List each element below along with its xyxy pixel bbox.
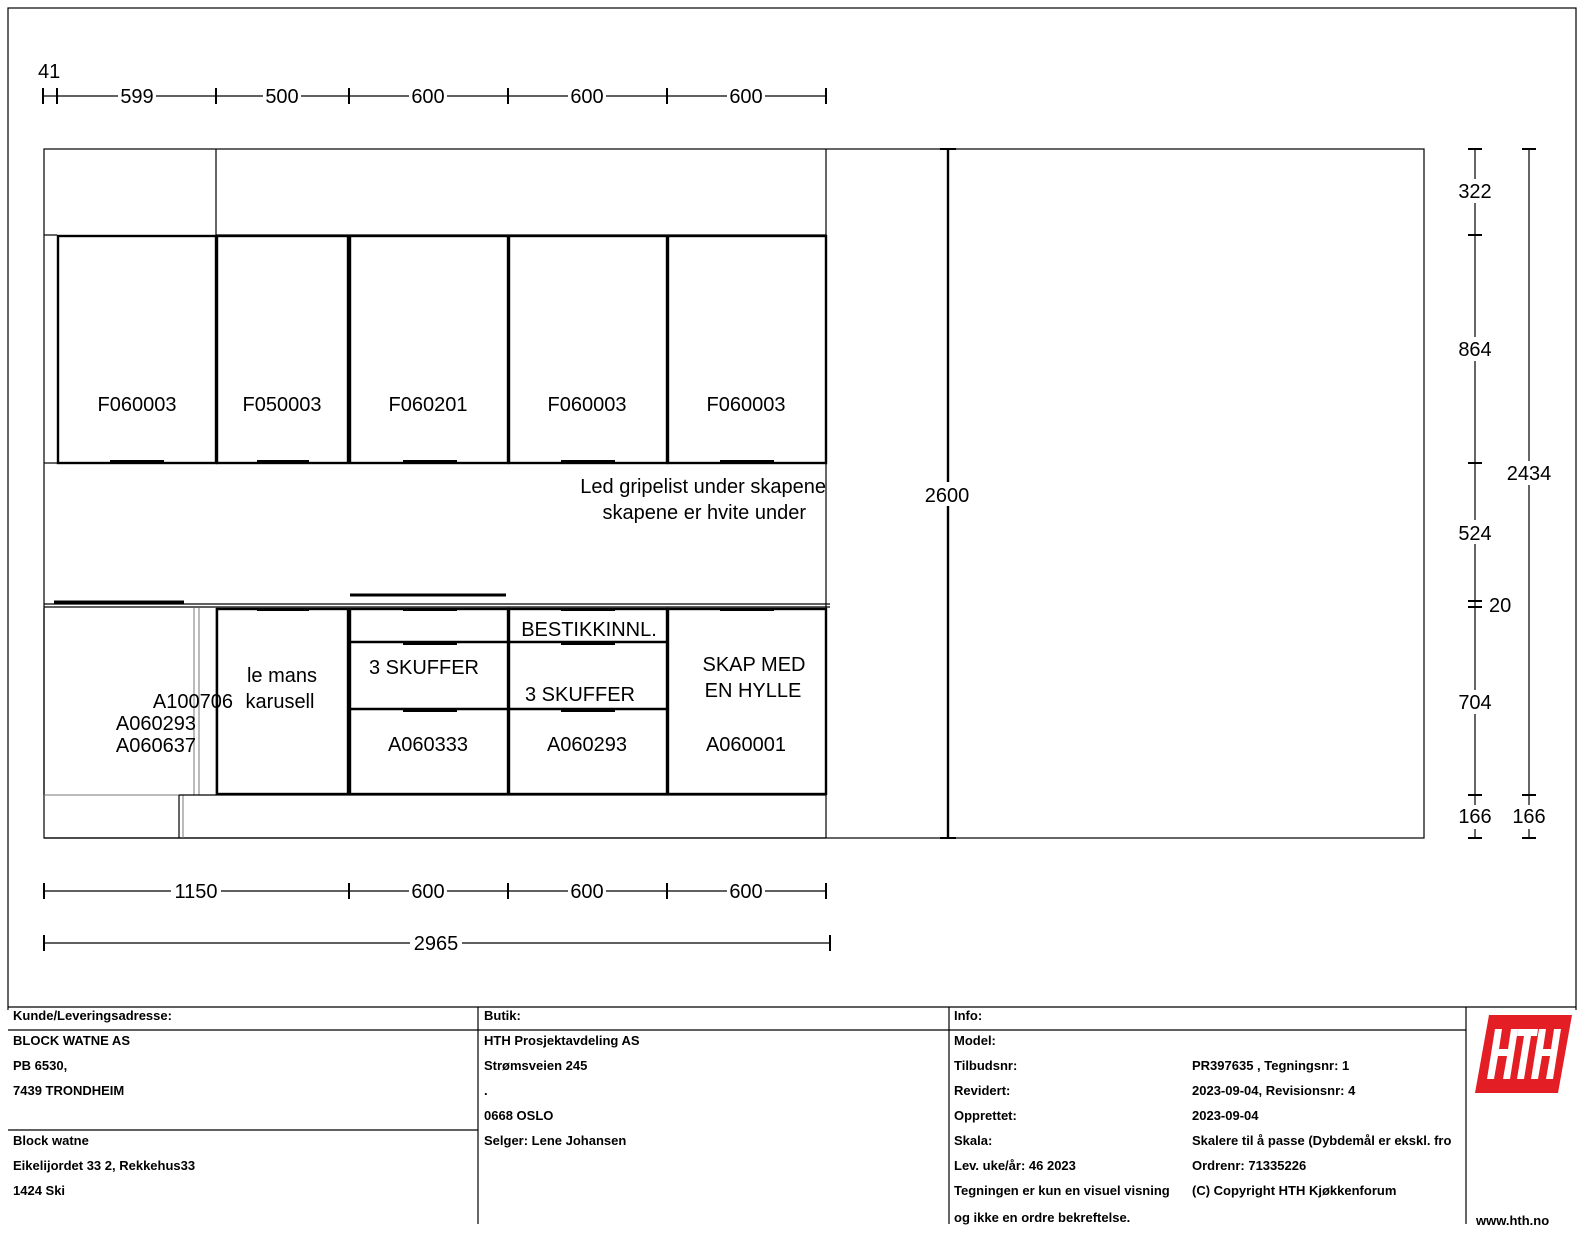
drawers-label-1: 3 SKUFFER (368, 657, 480, 679)
info-model-label: Model: (954, 1033, 996, 1048)
info-offer-value: PR397635 , Tegningsnr: 1 (1192, 1058, 1350, 1073)
dim-bottom-total: 2965 (413, 933, 459, 955)
dim-right-total-base: 166 (1512, 806, 1546, 828)
store-label: Butik: (484, 1008, 521, 1023)
wall-cabinet (58, 236, 216, 463)
wall-cabinets (58, 236, 826, 463)
info-scale-value: Skalere til å passe (Dybdemål er ekskl. fro (1192, 1133, 1452, 1148)
wall-cabinet-code-3: F060201 (388, 394, 468, 416)
info-disclaimer-1: Tegningen er kun en visuel visning (954, 1183, 1170, 1198)
info-disclaimer-2: og ikke en ordre bekreftelse. (954, 1210, 1131, 1225)
corner-code-1: A100706 (152, 691, 233, 713)
customer-label: Kunde/Leveringsadresse: (13, 1008, 172, 1023)
dim-right-c: 524 (1458, 523, 1492, 545)
drawers-label-2: 3 SKUFFER (524, 684, 636, 706)
wall-cabinet-code-4: F060003 (547, 394, 627, 416)
note-line-1: Led gripelist under skapene (580, 476, 826, 498)
info-order-number: Ordrenr: 71335226 (1192, 1158, 1307, 1173)
shelf-cabinet-label-1: SKAP MED (702, 654, 806, 676)
wall-cabinet-code-5: F060003 (706, 394, 786, 416)
wall-cabinet-code-2: F050003 (242, 394, 322, 416)
dim-bottom-1: 1150 (174, 881, 218, 903)
drawers-code-2: A060293 (546, 734, 628, 756)
store-line-1: HTH Prosjektavdeling AS (484, 1033, 640, 1048)
delivery-line-3: 1424 Ski (13, 1183, 66, 1198)
info-offer-label: Tilbudsnr: (954, 1058, 1018, 1073)
corner-code-2: A060293 (115, 713, 196, 735)
right-dimension-chain (1455, 149, 1553, 838)
info-created-label: Opprettet: (954, 1108, 1017, 1123)
dim-right-d: 20 (1489, 595, 1512, 617)
wall-cabinet (509, 236, 667, 463)
dim-bottom-4: 600 (729, 881, 763, 903)
wall-cabinet-code-1: F060003 (97, 394, 177, 416)
top-dimension-chain (38, 61, 826, 108)
note-line-2: skapene er hvite under (602, 502, 806, 524)
cutlery-insert-label: BESTIKKINNL. (521, 619, 657, 641)
worktop (44, 595, 830, 607)
title-block (8, 1008, 1578, 1236)
delivery-line-2: Eikelijordet 33 2, Rekkehus33 (13, 1158, 196, 1173)
info-copyright: (C) Copyright HTH Kjøkkenforum (1192, 1183, 1397, 1198)
dim-right-b: 864 (1458, 339, 1492, 361)
store-line-2: Strømsveien 245 (484, 1058, 588, 1073)
shelf-cabinet-label-2: EN HYLLE (704, 680, 802, 702)
wall-cabinet (217, 236, 348, 463)
info-delivery-week: Lev. uke/år: 46 2023 (954, 1158, 1076, 1173)
delivery-line-1: Block watne (13, 1133, 89, 1148)
dim-right-f: 166 (1458, 806, 1492, 828)
dim-bottom-3: 600 (570, 881, 604, 903)
dim-bottom-2: 600 (411, 881, 445, 903)
info-scale-label: Skala: (954, 1133, 993, 1148)
dim-top-3: 600 (411, 86, 445, 108)
corner-code-3: A060637 (115, 735, 196, 757)
store-line-3: . (484, 1083, 488, 1098)
customer-line-3: 7439 TRONDHEIM (13, 1083, 125, 1098)
wall-height-label: 2600 (924, 485, 970, 507)
carousel-label-1: le mans (246, 665, 318, 687)
info-revised-label: Revidert: (954, 1083, 1011, 1098)
dim-right-e: 704 (1458, 692, 1492, 714)
dim-right-total: 2434 (1506, 463, 1552, 485)
info-created-value: 2023-09-04 (1192, 1108, 1259, 1123)
hth-logo (1475, 1015, 1572, 1093)
store-seller: Selger: Lene Johansen (484, 1133, 627, 1148)
dim-top-lead: 41 (38, 61, 61, 83)
dim-top-1: 599 (120, 86, 154, 108)
drawers-code-1: A060333 (387, 734, 469, 756)
info-label: Info: (954, 1008, 983, 1023)
dim-right-a: 322 (1458, 181, 1492, 203)
dim-top-5: 600 (729, 86, 763, 108)
dim-top-2: 500 (265, 86, 299, 108)
store-line-4: 0668 OSLO (484, 1108, 554, 1123)
wall-cabinet (668, 236, 826, 463)
customer-line-1: BLOCK WATNE AS (13, 1033, 130, 1048)
carousel-label-2: karusell (245, 691, 315, 713)
wall-cabinet (350, 236, 508, 463)
base-cabinet-drawers-1 (350, 609, 508, 794)
bottom-dimension-chain (44, 880, 830, 955)
wall-height-dimension (922, 149, 972, 838)
info-revised-value: 2023-09-04, Revisionsnr: 4 (1192, 1083, 1356, 1098)
shelf-cabinet-code: A060001 (705, 734, 787, 756)
customer-line-2: PB 6530, (13, 1058, 68, 1073)
website-link[interactable]: www.hth.no (1476, 1213, 1550, 1228)
base-cabinets (44, 608, 826, 838)
dim-top-4: 600 (570, 86, 604, 108)
